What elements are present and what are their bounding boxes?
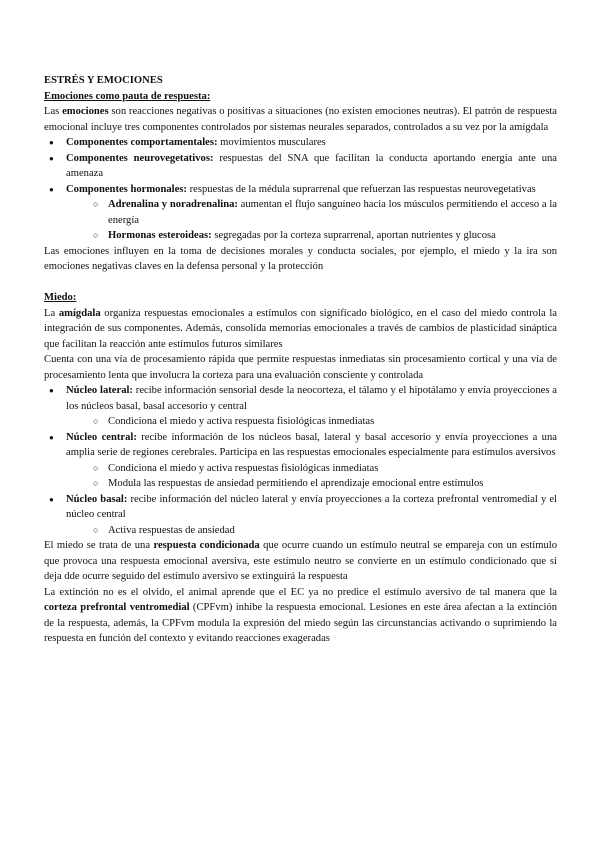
list-item: ● Núcleo basal: recibe información del núcleo lateral y envía proyecciones a la corteza prefrontal ventromedial y el núcleo central ○ Activa respuestas de ansiedad [44, 492, 557, 539]
section-heading-miedo: Miedo: [44, 292, 77, 303]
document-title: ESTRÉS Y EMOCIONES [44, 75, 163, 86]
list-item: ● Componentes hormonales: respuestas de la médula suprarrenal que refuerzan las respuestas neurovegetativas ○ Adrenalina y noradrenalina: aumentan el flujo sanguíneo hacia los músculos permitiendo el acceso a la energía ○ Hormonas esteroideas: segregadas por la corteza suprarrenal, aportan nutrientes y glucosa [44, 182, 557, 244]
list-item: ○ Hormonas esteroideas: segregadas por la corteza suprarrenal, aportan nutrientes y glucosa [66, 228, 557, 244]
list-item: ○ Condiciona el miedo y activa respuestas fisiológicas inmediatas [66, 461, 557, 477]
list-item: ● Núcleo lateral: recibe información sensorial desde la neocorteza, el tálamo y el hipotálamo y envía proyecciones a los núcleos basal, basal accesorio y central ○ Condiciona el miedo y activa respuesta fisiológicas inmediatas [44, 383, 557, 430]
paragraph-vias: Cuenta con una vía de procesamiento rápida que permite respuestas inmediatas sin procesamiento cortical y una vía de procesamiento lenta que involucra la corteza para una evaluación consciente y controlada [44, 354, 557, 381]
list-item: ● Componentes neurovegetativos: respuestas del SNA que facilitan la conducta aportando energía ante una amenaza [44, 151, 557, 182]
list-item: ● Componentes comportamentales: movimientos musculares [44, 135, 557, 151]
list-item: ○ Condiciona el miedo y activa respuesta fisiológicas inmediatas [66, 414, 557, 430]
component-list [44, 135, 557, 244]
paragraph-extincion: La extinción no es el olvido, el animal aprende que el EC ya no predice el estímulo aversivo de tal manera que la corteza prefrontal ventromedial (CPFvm) inhibe la respuesta emocional. Lesiones en este área afectan a la extinción de la respuesta, además, la CPFvm modula la expresión del miedo según las circunstancias activando o suprimiendo la respuesta en función del contexto y evitando reacciones exageradas [44, 586, 557, 644]
paragraph-amigdala: La amígdala organiza respuestas emocionales a estímulos con significado biológico, en el caso del miedo controla la integración de sus componentes. Además, consolida memorias emocionales a través de cambios de plasticidad sináptica que facilitan la reacción ante estímulos futuros similares [44, 307, 557, 350]
list-item: ○ Modula las respuestas de ansiedad permitiendo el aprendizaje emocional entre estímulos [66, 476, 557, 492]
list-item: ○ Adrenalina y noradrenalina: aumentan el flujo sanguíneo hacia los músculos permitiendo el acceso a la energía [66, 197, 557, 228]
paragraph-emociones-intro: Las emociones son reacciones negativas o positivas a situaciones (no existen emociones neutras). El patrón de respuesta emocional incluye tres componentes controlados por sistemas neurales separados, controlados a su vez por la amígdala [44, 106, 557, 133]
paragraph-emociones-closing: Las emociones influyen en la toma de decisiones morales y conducta sociales, por ejemplo, el miedo y la ira son emociones negativas claves en la defensa personal y la protección [44, 245, 557, 272]
paragraph-respuesta-condicionada: El miedo se trata de una respuesta condicionada que ocurre cuando un estímulo neutral se empareja con un estímulo que provoca una respuesta emocional aversiva, este estímulo neutro se convierte en un estímulo condicionado que si deja dde ocurre seguido del estímulo aversivo se extinguirá la respuesta [44, 540, 558, 582]
document-page [44, 73, 557, 647]
section-heading-emociones: Emociones como pauta de respuesta: [44, 90, 211, 102]
nuclei-list [44, 383, 557, 538]
hormone-sublist [66, 197, 557, 244]
list-item: ● Núcleo central: recibe información de los núcleos basal, lateral y basal accesorio y envía proyecciones a una amplia serie de regiones cerebrales. Participa en las respuestas emocionales especialmente para estímulos aversivos ○ Condiciona el miedo y activa respuestas fisiológicas inmediatas ○ Modula las respuestas de ansiedad permitiendo el aprendizaje emocional entre estímulos [44, 430, 557, 492]
list-item: ○ Activa respuestas de ansiedad [66, 523, 557, 539]
